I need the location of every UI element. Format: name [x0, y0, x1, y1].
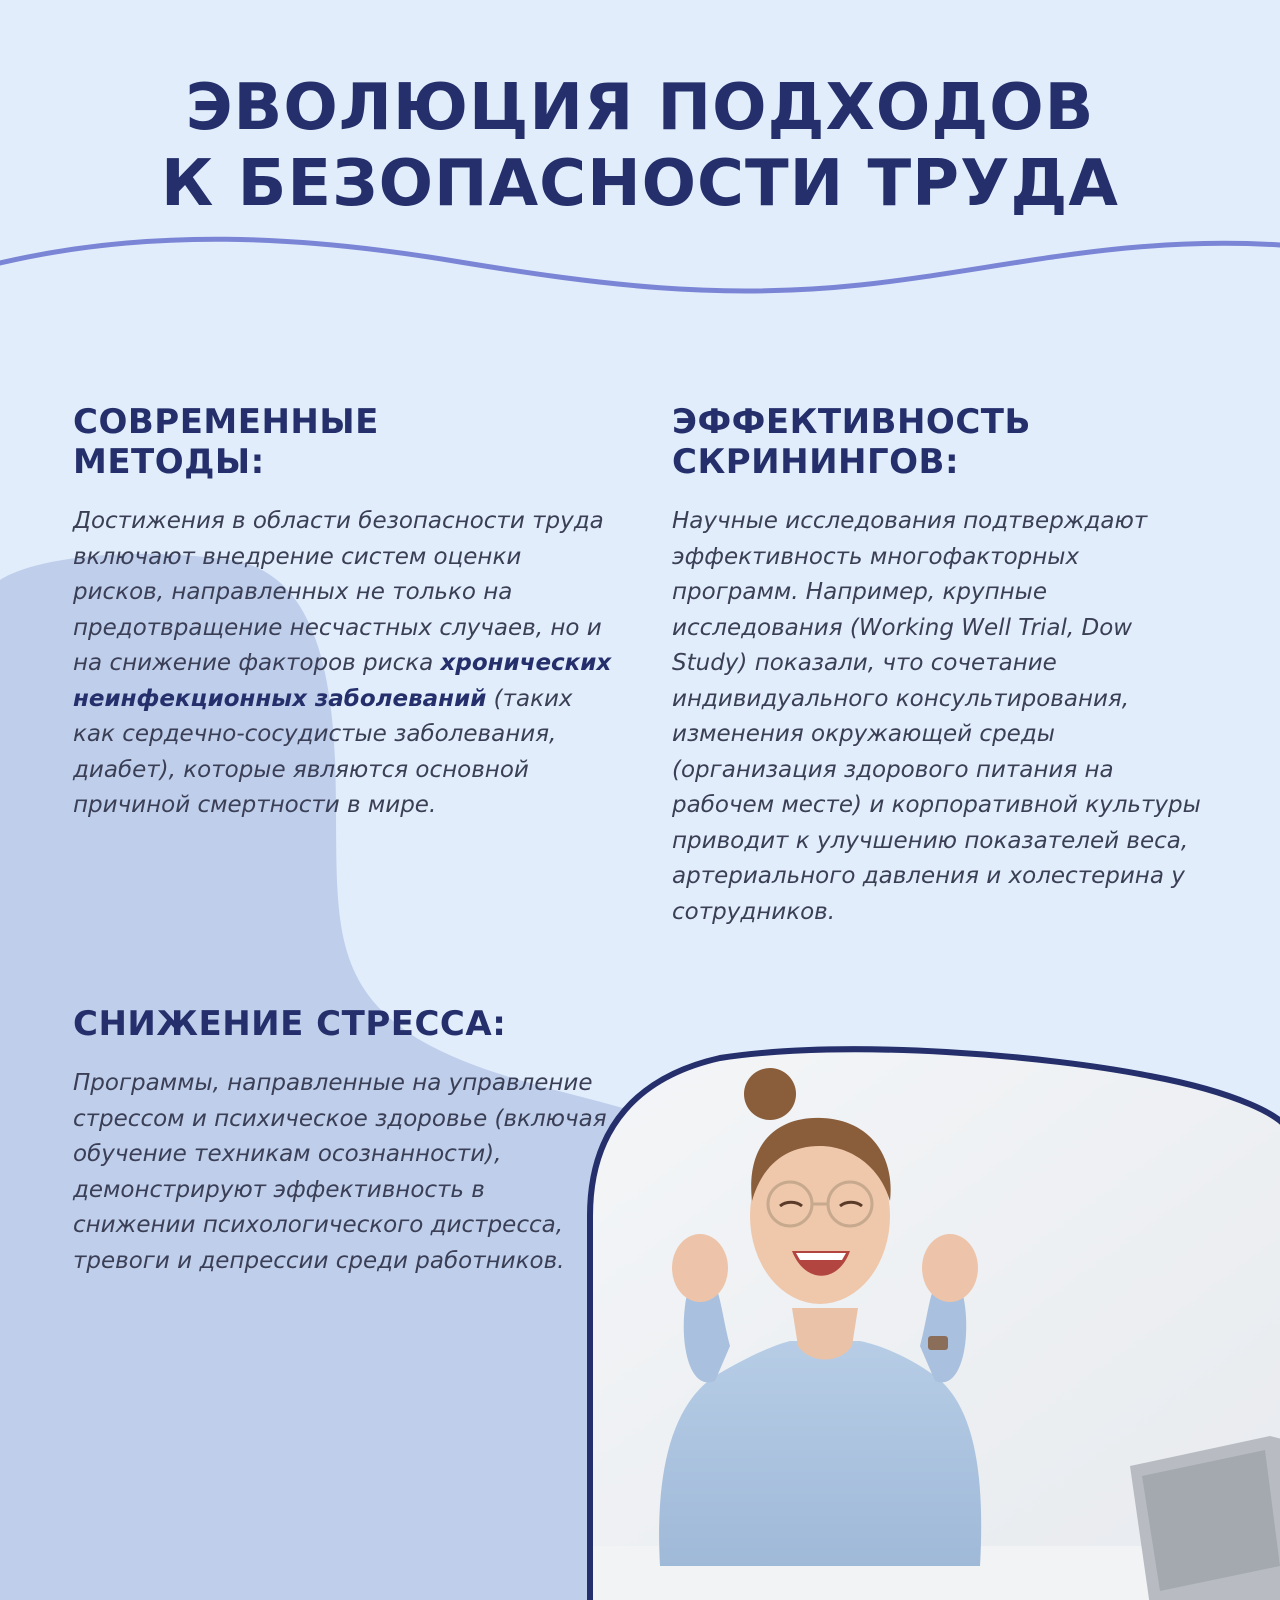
highlight-text: хронических неинфекционных заболеваний [73, 650, 612, 712]
section-modern-methods-text [73, 504, 613, 824]
left-fist [672, 1234, 728, 1302]
heading-line: СОВРЕМЕННЫЕ [73, 402, 379, 442]
right-fist [922, 1234, 978, 1302]
section-stress-heading: СНИЖЕНИЕ СТРЕССА: [73, 1004, 507, 1044]
text-part: (таких как сердечно-сосудистые заболевания, диабет), которые являются основной причиной смертности в мире. [73, 685, 573, 818]
decorative-wave [0, 239, 1280, 291]
heading-line: ЭФФЕКТИВНОСТЬ [672, 402, 1031, 442]
text-part: Достижения в области безопасности труда включают внедрение систем оценки рисков, направленных не только на предотвращение несчастных случаев, но и на снижение факторов риска [73, 508, 604, 676]
section-screening-efficiency [672, 402, 1212, 930]
page-title [0, 70, 1280, 222]
page-title-line-1: ЭВОЛЮЦИЯ ПОДХОДОВ [185, 71, 1095, 145]
heading-line: МЕТОДЫ: [73, 442, 265, 482]
page-title-line-2: К БЕЗОПАСНОСТИ ТРУДА [161, 147, 1119, 221]
heading-line: СКРИНИНГОВ: [672, 442, 960, 482]
woman-photo [530, 1046, 1280, 1600]
section-screening-text: Научные исследования подтверждают эффективность многофакторных программ. Например, крупные исследования (Working Well Trial, Dow Study) показали, что сочетание индивидуального консультирования, изменения окружающей среды (организация здорового питания на рабочем месте) и корпоративной культуры приводит к улучшению показателей веса, артериального давления и холестерина у сотрудников. [672, 508, 1201, 925]
section-modern-methods [73, 402, 613, 824]
section-screening-heading [672, 402, 1212, 482]
section-modern-methods-heading [73, 402, 613, 482]
section-stress-text: Программы, направленные на управление стрессом и психическое здоровье (включая обучение техникам осознанности), демонстрируют эффективность в снижении психологического дистресса, тревоги и депрессии среди работников. [73, 1070, 607, 1274]
